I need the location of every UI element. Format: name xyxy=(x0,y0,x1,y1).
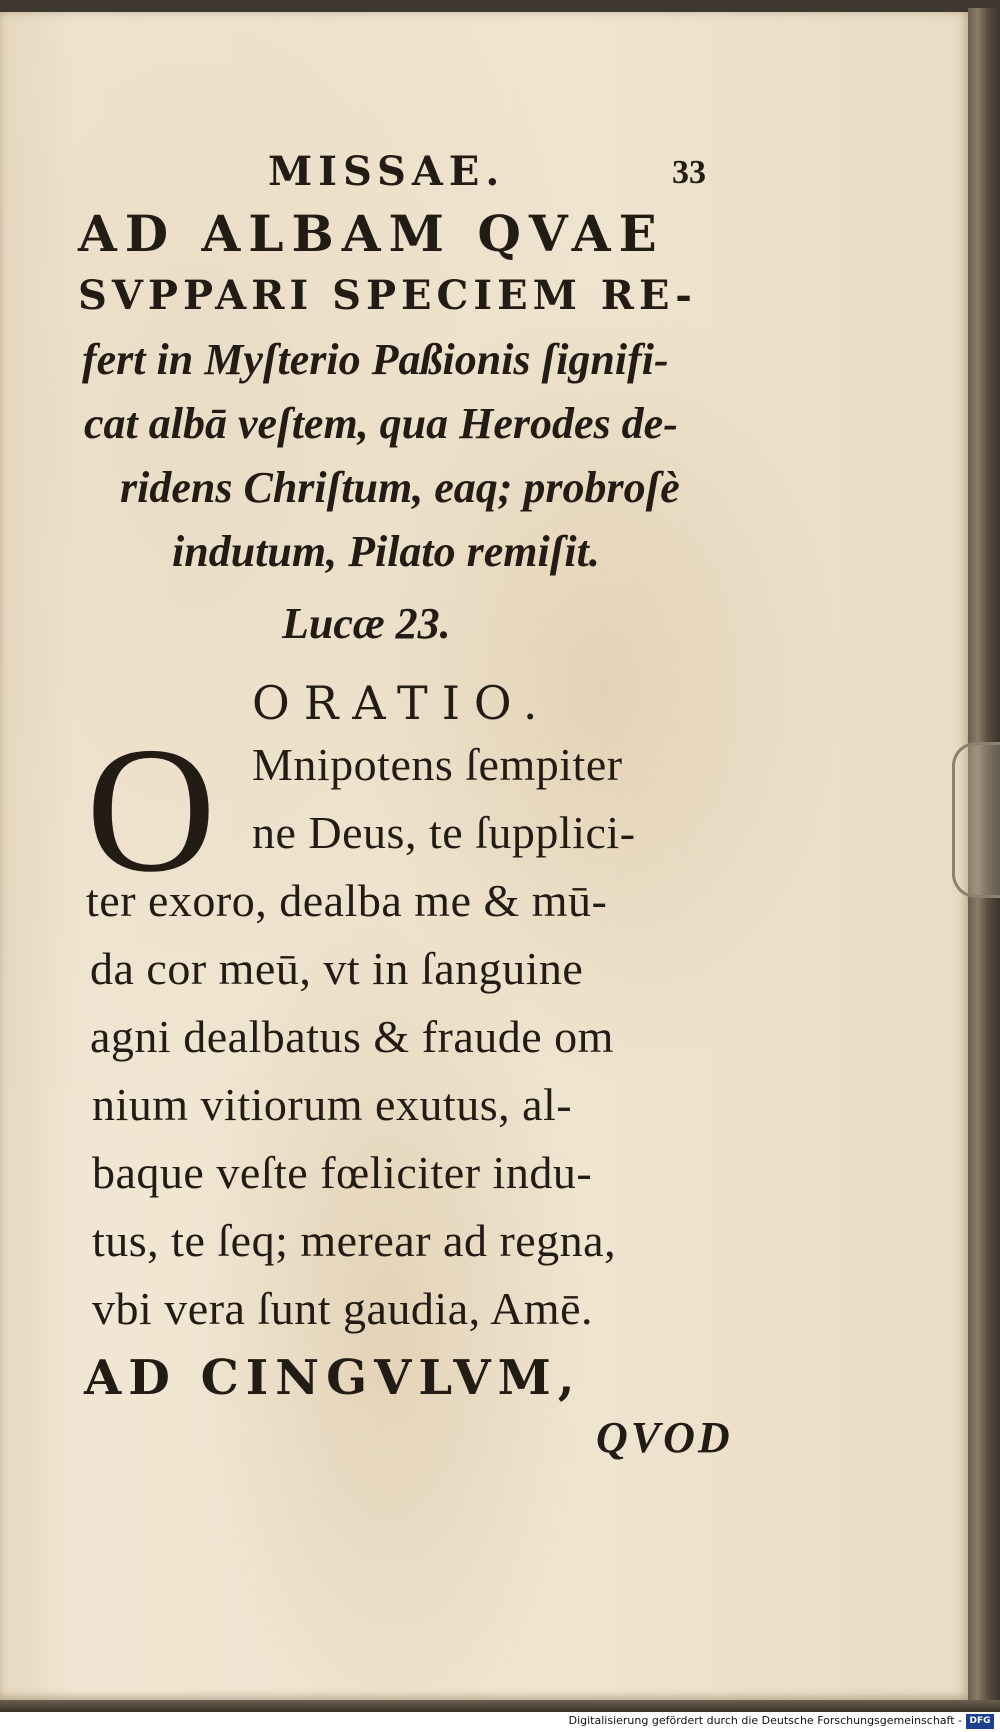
italic-line: ridens Chriſtum, eaq; probroſè xyxy=(120,463,680,512)
body-line: nium vitiorum exutus, al- xyxy=(92,1079,573,1130)
funding-credit: Digitalisierung gefördert durch die Deutsche Forschungsgemeinschaft - xyxy=(568,1714,962,1727)
next-heading: AD CINGVLVM, xyxy=(84,1350,582,1406)
dfg-logo-icon: DFG xyxy=(966,1714,994,1729)
italic-line: cat albā veſtem, qua Herodes de- xyxy=(84,399,678,448)
drop-cap-initial: O xyxy=(86,710,216,909)
body-line: tus, te ſeq; merear ad regna, xyxy=(92,1215,617,1266)
heading-line-2: SVPPARI SPECIEM RE- xyxy=(78,272,697,319)
running-head: MISSAE. xyxy=(268,148,506,195)
italic-line: fert in Myſterio Paßionis ſignifi- xyxy=(82,335,669,384)
page-number: 33 xyxy=(672,154,706,191)
body-line: baque veſte fœliciter indu- xyxy=(92,1147,593,1198)
body-line: Mnipotens ſempiter xyxy=(252,739,623,790)
book-bottom-edge xyxy=(0,1700,1000,1712)
book-clasp xyxy=(952,742,1000,898)
body-line: da cor meū, vt in ſanguine xyxy=(90,943,584,994)
heading-line-1: AD ALBAM QVAE xyxy=(78,204,665,263)
body-line: ne Deus, te ſupplici- xyxy=(252,807,636,858)
body-line: vbi vera ſunt gaudia, Amē. xyxy=(92,1283,593,1334)
catchword: QVOD xyxy=(596,1413,733,1462)
body-line: ter exoro, dealba me & mū- xyxy=(86,875,608,926)
italic-line: indutum, Pilato remiſit. xyxy=(172,527,600,576)
body-line: agni dealbatus & fraude om xyxy=(90,1011,614,1062)
section-title: ORATIO. xyxy=(252,676,552,730)
scripture-reference: Lucæ 23. xyxy=(282,599,451,648)
